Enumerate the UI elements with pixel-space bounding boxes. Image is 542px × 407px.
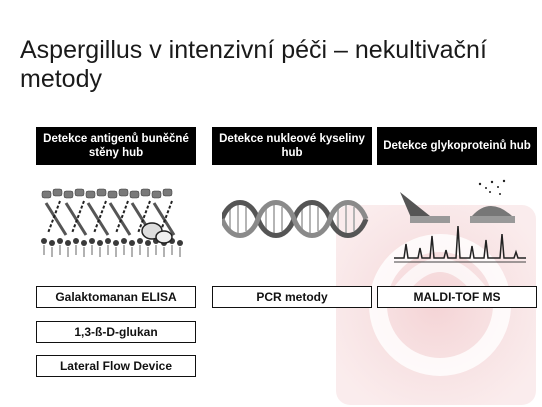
test-box-maldi [377,286,537,308]
column-header-nucleic-acid [212,127,372,165]
dna-helix-icon [222,195,372,243]
test-label-maldi: MALDI-TOF MS [413,290,501,304]
test-label-pcr: PCR metody [256,290,328,304]
slide-title: Aspergillus v intenzivní péči – nekultivační metody [20,36,487,93]
maldi-tof-spectrum-icon [390,176,530,276]
test-label-galaktomanan: Galaktomanan ELISA [55,290,177,304]
test-box-glukan [36,321,196,343]
test-label-lateral-flow: Lateral Flow Device [59,359,173,373]
column-header-glycoproteins-label: Detekce glykoproteinů hub [383,140,531,152]
column-header-glycoproteins [377,127,537,165]
column-header-antigens [36,127,196,165]
test-box-lateral-flow [36,355,196,377]
column-header-antigens-label: Detekce antigenů buněčné stěny hub [43,133,189,159]
test-label-glukan: 1,3-ß-D-glukan [74,325,158,339]
test-box-galaktomanan [36,286,196,308]
cell-wall-icon [40,185,190,261]
test-box-pcr [212,286,372,308]
column-header-nucleic-acid-label: Detekce nukleové kyseliny hub [219,133,365,159]
